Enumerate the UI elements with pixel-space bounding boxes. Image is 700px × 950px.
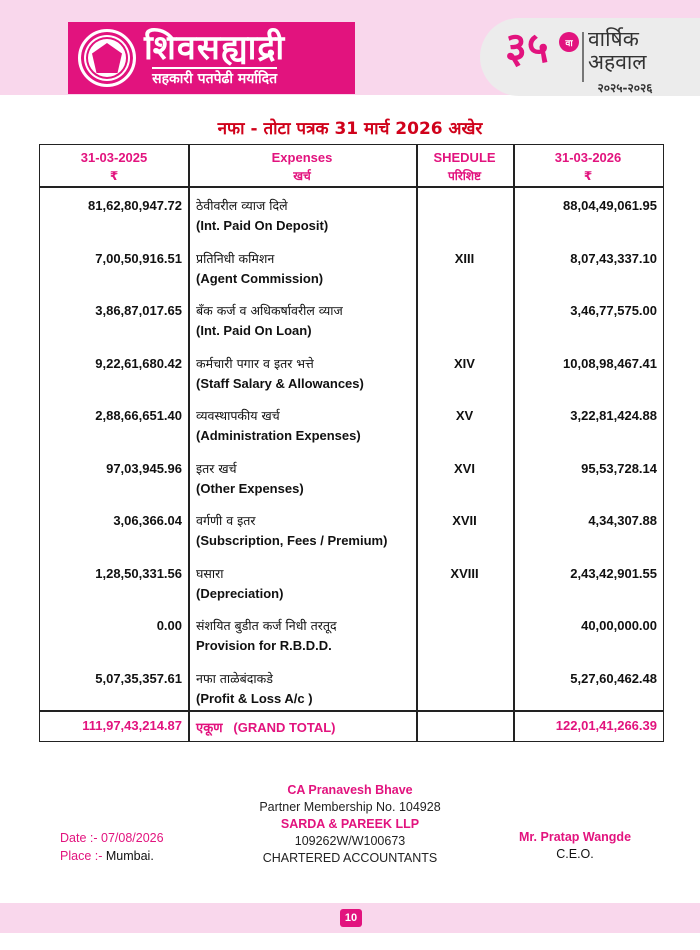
header-prev-year-currency: ₹ xyxy=(109,169,119,183)
auditor-membership: Partner Membership No. 104928 xyxy=(259,800,441,814)
anniversary-divider xyxy=(582,32,584,82)
row-description-mr: प्रतिनिधी कमिशन xyxy=(196,250,275,266)
row-description-en: (Int. Paid On Loan) xyxy=(196,323,312,338)
auditor-name: CA Pranavesh Bhave xyxy=(287,783,413,797)
row-curr-amount: 10,08,98,467.41 xyxy=(563,355,657,371)
row-curr-amount: 2,43,42,901.55 xyxy=(570,565,657,581)
auditor-firm-reg: 109262W/W100673 xyxy=(294,834,406,848)
row-prev-amount: 0.00 xyxy=(156,618,182,633)
header-expenses-label: Expenses xyxy=(271,150,333,165)
row-description-en: Provision for R.B.D.D. xyxy=(196,638,332,653)
total-label xyxy=(196,718,411,736)
row-schedule: XVIII xyxy=(450,565,479,581)
seal-icon xyxy=(78,29,136,87)
row-description-mr: घसारा xyxy=(196,565,224,581)
row-curr-amount: 95,53,728.14 xyxy=(581,460,657,476)
ceo-block xyxy=(500,829,650,863)
header-prev-year-label: 31-03-2025 xyxy=(80,150,148,165)
row-description-en: (Depreciation) xyxy=(196,585,284,601)
row-prev-amount: 81,62,80,947.72 xyxy=(88,198,182,213)
header-expenses-mr: खर्च xyxy=(293,169,311,183)
row-description-mr: संशयित बुडीत कर्ज निधी तरतूद xyxy=(196,618,337,633)
total-label-mr: एकूण xyxy=(196,721,223,736)
row-prev-amount: 2,88,66,651.40 xyxy=(95,408,182,423)
row-prev-amount: 9,22,61,680.42 xyxy=(95,355,182,371)
header-curr-year xyxy=(513,148,663,186)
row-description-en: (Administration Expenses) xyxy=(196,428,361,443)
place-label: Place :- xyxy=(60,849,103,863)
page-number: 10 xyxy=(340,909,362,927)
row-schedule: XIII xyxy=(454,250,475,266)
row-prev-amount: 5,07,35,357.61 xyxy=(95,670,182,686)
header-curr-year-label: 31-03-2026 xyxy=(554,150,622,165)
row-curr-amount: 8,07,43,337.10 xyxy=(570,250,657,266)
row-description xyxy=(196,301,414,341)
row-description xyxy=(196,354,414,394)
profit-loss-table xyxy=(39,144,664,742)
auditor-firm: SARDA & PAREEK LLP xyxy=(280,817,420,831)
row-description-mr: कर्मचारी पगार व इतर भत्ते xyxy=(196,355,314,371)
row-prev-amount: 3,06,366.04 xyxy=(113,513,182,528)
ceo-title: C.E.O. xyxy=(556,847,594,861)
row-description-en: (Int. Paid On Deposit) xyxy=(196,218,329,233)
place-value: Mumbai. xyxy=(105,849,154,863)
total-prev-amount: 111,97,43,214.87 xyxy=(82,718,182,733)
row-description-en: (Agent Commission) xyxy=(196,270,324,286)
row-description-en: (Profit & Loss A/c ) xyxy=(196,690,313,706)
row-description-en: (Staff Salary & Allowances) xyxy=(196,375,364,391)
row-description-mr: नफा ताळेबंदाकडे xyxy=(196,670,273,686)
row-description-mr: वर्गणी व इतर xyxy=(196,513,256,528)
brand-text xyxy=(144,29,285,88)
total-curr-amount: 122,01,41,266.39 xyxy=(555,718,657,733)
anniversary-suffix: वा xyxy=(559,32,579,52)
header-prev-year xyxy=(40,148,188,186)
row-description xyxy=(196,669,414,709)
row-description-en: (Subscription, Fees / Premium) xyxy=(196,533,388,548)
page-title: नफा - तोटा पत्रक 31 मार्च 2026 अखेर xyxy=(217,119,483,139)
row-description xyxy=(196,511,414,551)
row-description-mr: इतर खर्च xyxy=(196,460,237,476)
brand-name: शिवसह्याद्री xyxy=(144,27,286,68)
date-value: 07/08/2026 xyxy=(101,831,164,845)
header-schedule-label: SHEDULE xyxy=(433,150,496,165)
auditor-block xyxy=(200,782,500,867)
date-place-block xyxy=(60,829,164,865)
row-description-en: (Other Expenses) xyxy=(196,480,304,496)
row-prev-amount: 97,03,945.96 xyxy=(106,460,182,476)
header-schedule-mr: परिशिष्ट xyxy=(447,169,482,183)
brand-logo xyxy=(68,22,355,94)
row-description xyxy=(196,196,414,236)
total-label-en: (GRAND TOTAL) xyxy=(233,720,336,735)
ceo-name: Mr. Pratap Wangde xyxy=(518,830,632,844)
auditor-firm-type: CHARTERED ACCOUNTANTS xyxy=(262,851,438,865)
row-schedule: XVI xyxy=(454,460,475,476)
row-description xyxy=(196,564,414,604)
row-schedule: XV xyxy=(455,408,474,423)
date-label: Date :- xyxy=(60,831,98,845)
row-schedule: XIV xyxy=(454,355,475,371)
brand-subtitle: सहकारी पतपेढी मर्यादित xyxy=(152,67,277,88)
row-curr-amount: 3,46,77,575.00 xyxy=(570,303,657,318)
row-curr-amount: 88,04,49,061.95 xyxy=(563,198,657,213)
row-description-mr: ठेवीवरील व्याज दिले xyxy=(196,198,288,213)
row-curr-amount: 5,27,60,462.48 xyxy=(570,670,657,686)
row-prev-amount: 7,00,50,916.51 xyxy=(95,250,182,266)
row-description-mr: बँक कर्ज व अधिकर्षावरील व्याज xyxy=(196,303,343,318)
row-prev-amount: 1,28,50,331.56 xyxy=(95,565,182,581)
row-description xyxy=(196,406,414,446)
row-curr-amount: 40,00,000.00 xyxy=(581,618,657,633)
row-schedule: XVII xyxy=(452,513,477,528)
row-description-mr: व्यवस्थापकीय खर्च xyxy=(196,408,280,423)
anniversary-number: ३५ xyxy=(505,23,549,72)
header-curr-year-currency: ₹ xyxy=(583,169,593,183)
header-expenses xyxy=(188,148,416,186)
row-description xyxy=(196,616,414,656)
report-year: २०२५-२०२६ xyxy=(597,81,653,95)
row-curr-amount: 3,22,81,424.88 xyxy=(570,408,657,423)
row-description xyxy=(196,249,414,289)
row-curr-amount: 4,34,307.88 xyxy=(588,513,657,528)
row-prev-amount: 3,86,87,017.65 xyxy=(95,303,182,318)
header-schedule xyxy=(416,148,513,186)
report-title: वार्षिक अहवाल xyxy=(588,27,647,74)
row-description xyxy=(196,459,414,499)
